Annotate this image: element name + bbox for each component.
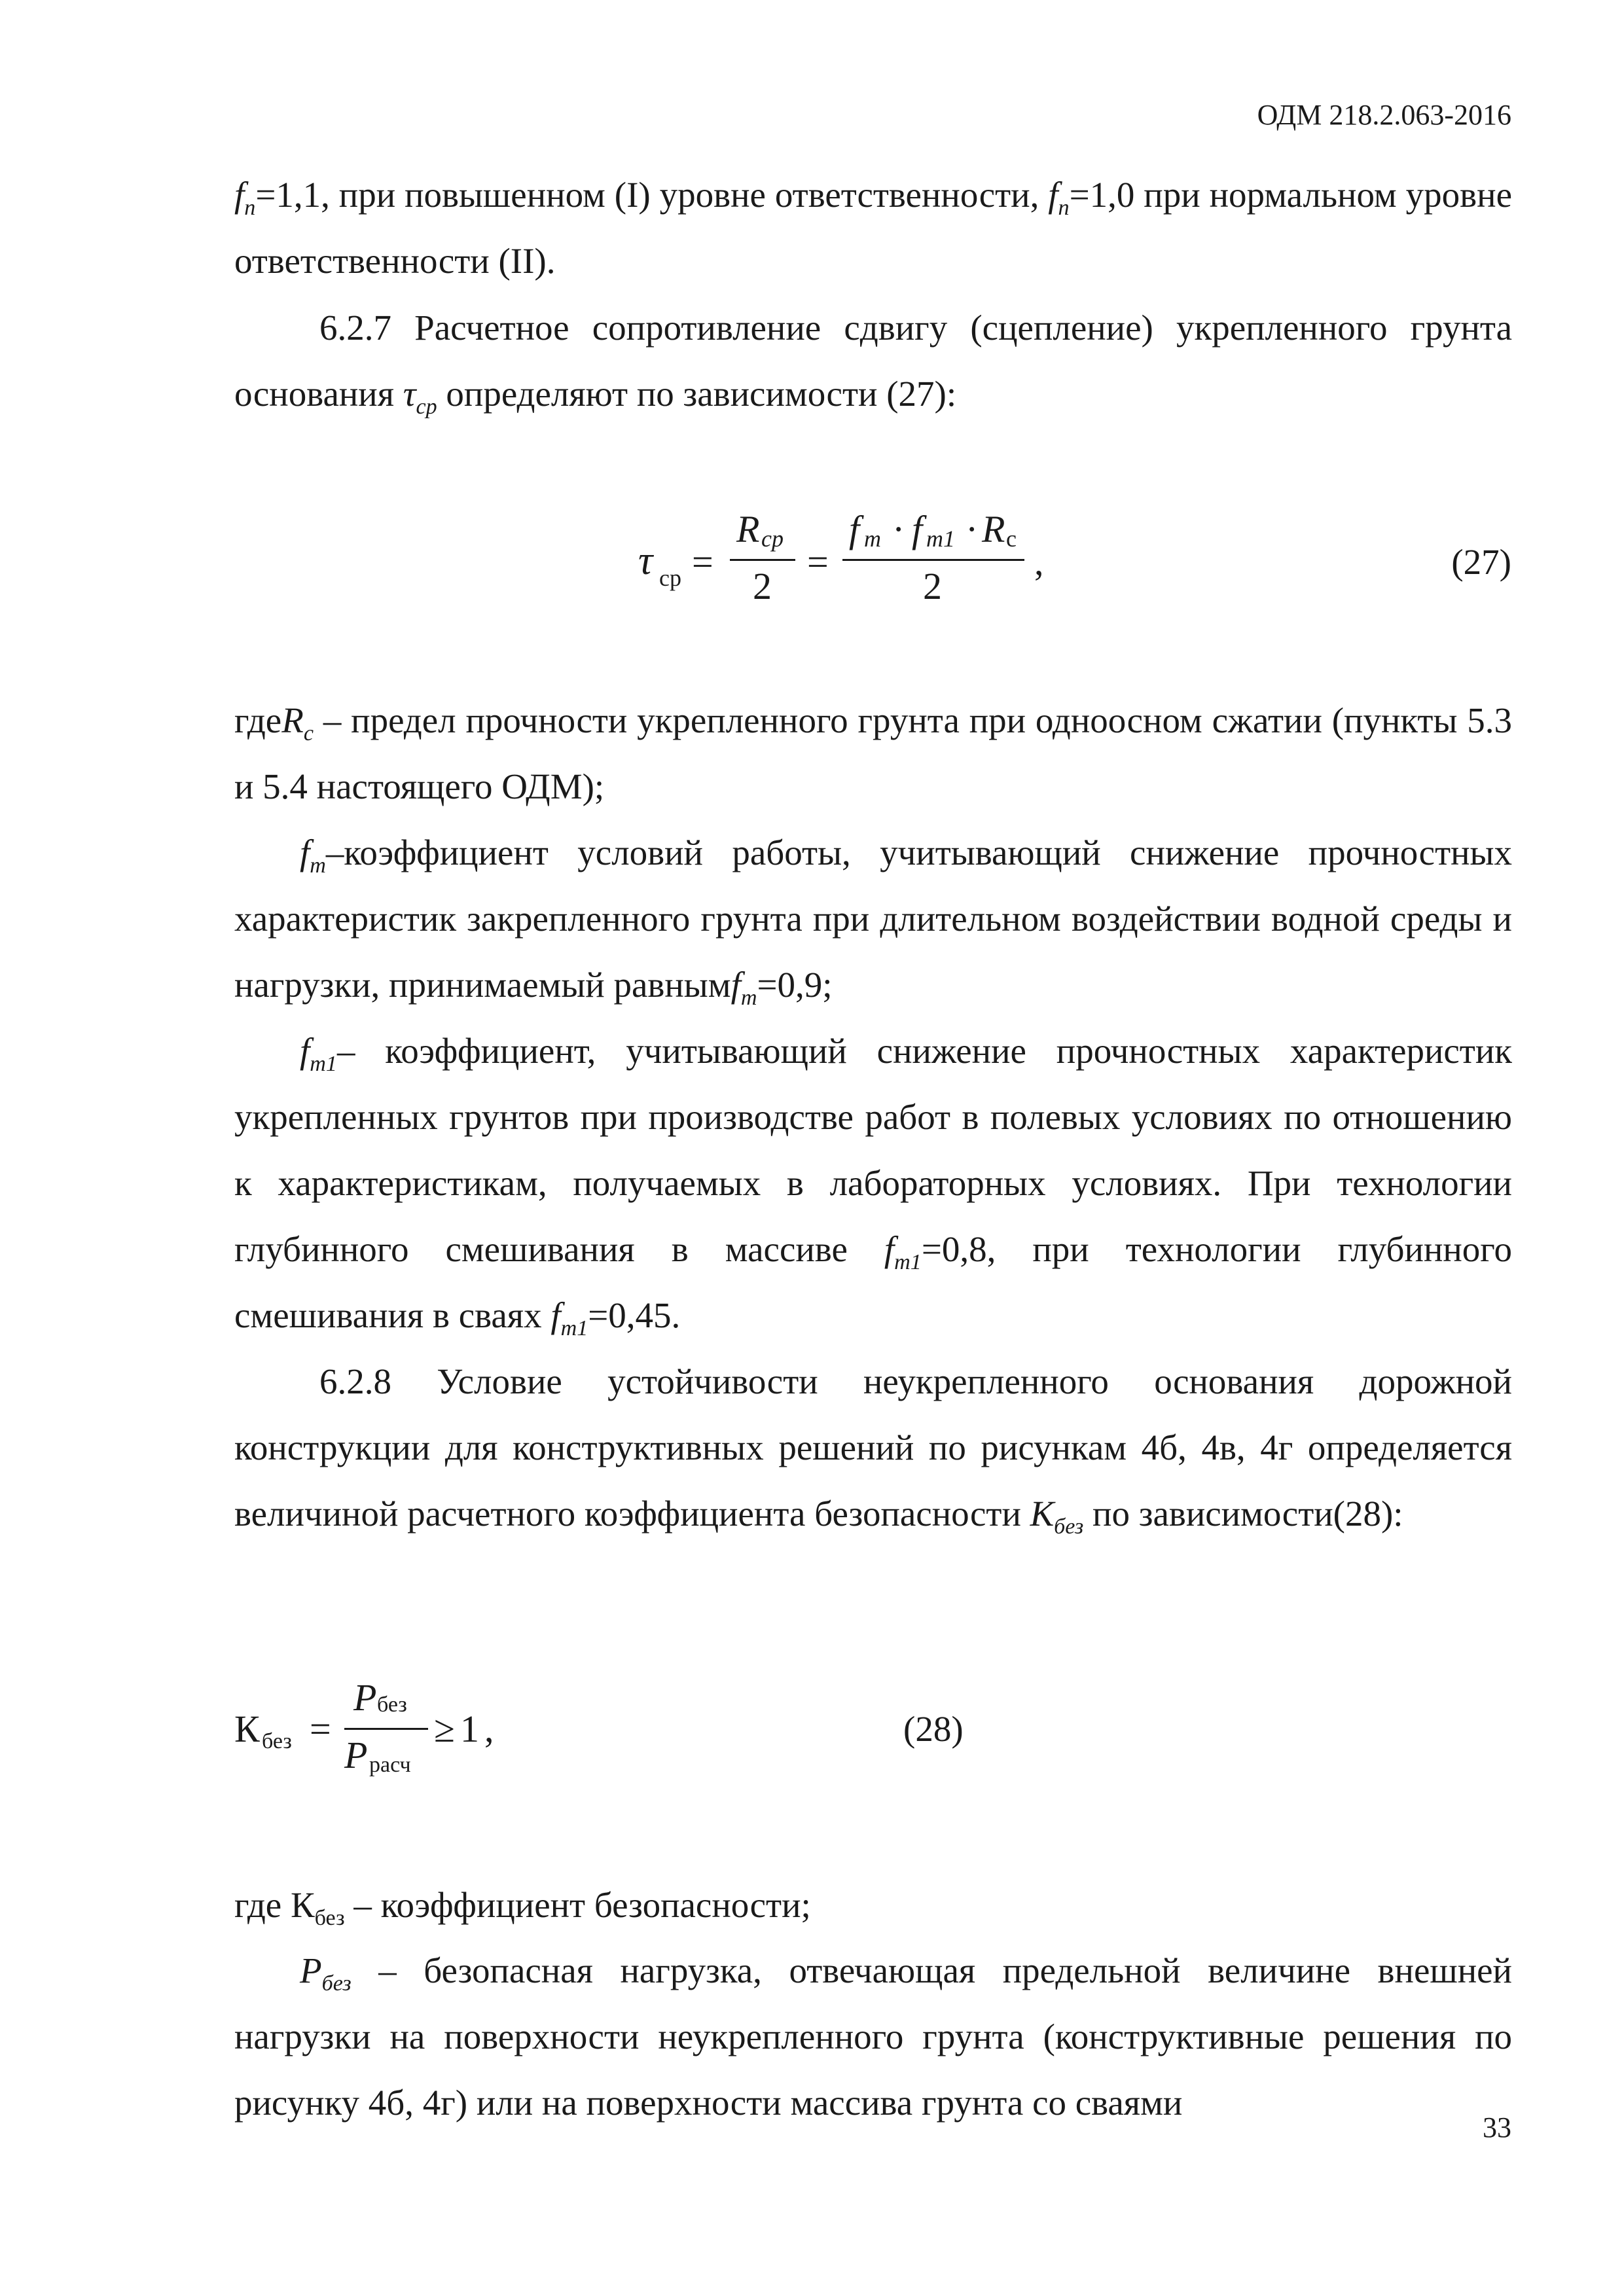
formula28-one: 1: [460, 1708, 479, 1750]
formula27-num2-f: f: [849, 508, 860, 550]
formula27-dot2: ·: [965, 508, 979, 550]
symbol-fn-2: f: [1048, 175, 1058, 215]
symbol-rc-sub: c: [303, 721, 314, 745]
formula27-comma: ,: [1034, 541, 1044, 583]
symbol-fm1-2-sub: m1: [894, 1250, 922, 1274]
para4-text2: =0,9;: [757, 965, 833, 1005]
formula27-num1: R: [736, 508, 760, 550]
symbol-fm-2-sub: m: [740, 986, 757, 1010]
symbol-fm-sub: m: [310, 853, 326, 878]
formula27-num2-f-sub: m: [864, 526, 881, 552]
symbol-kbez-2-sub: без: [314, 1906, 345, 1930]
paragraph-pbez-definition: [234, 1937, 1512, 2136]
formula27-lhs-sub: ср: [659, 565, 681, 591]
formula27-dot1: ·: [892, 508, 905, 550]
formula-28: [234, 1676, 693, 1793]
formula28-lhs: К: [234, 1708, 260, 1750]
paragraph-6-2-8: [234, 1348, 1512, 1547]
symbol-fm1-3: f: [550, 1295, 561, 1335]
formula27-num2-fm1: f: [912, 508, 923, 550]
paragraph-6-2-7: [234, 295, 1512, 427]
symbol-fn-sub: n: [244, 196, 256, 220]
paragraph-kbez-definition: [234, 1872, 1512, 1938]
paragraph-fm-definition: [234, 819, 1512, 1018]
formula28-lhs-sub: без: [262, 1729, 292, 1753]
formula28-den-sub: расч: [369, 1753, 411, 1777]
formula28-frac-bar: [344, 1728, 428, 1730]
symbol-kbez-2: К: [290, 1885, 315, 1925]
formula27-den2: 2: [923, 565, 942, 607]
formula28-num: P: [353, 1676, 377, 1719]
formula27-den1: 2: [753, 565, 772, 607]
symbol-tau: τ: [403, 374, 416, 414]
symbol-rc: R: [281, 700, 304, 740]
para3-text2: – предел прочности укрепленного грунта при одноосном сжатии (пункты 5.3 и 5.4 настоящего ОДМ);: [234, 700, 1512, 806]
symbol-pbez: P: [300, 1950, 322, 1990]
para1-text1: =1,1, при повышенном (I) уровне ответственности,: [255, 175, 1049, 215]
symbol-fm1-sub: m1: [310, 1052, 337, 1076]
paragraph-rc-definition: [234, 687, 1512, 819]
formula27-num2-rc: R: [982, 508, 1005, 550]
para4-text1: –коэффициент условий работы, учитывающий снижение прочностных характеристик закрепленного грунта при длительном воздействии водной среды и нагрузки, принимаемый равным: [234, 833, 1512, 1005]
para6-text1: 6.2.8 Условие устойчивости неукрепленного основания дорожной конструкции для конструктивных решений по рисункам 4б, 4в, 4г определяется величиной расчетного коэффициента безопасности: [234, 1361, 1512, 1534]
symbol-fm1-2: f: [884, 1229, 895, 1269]
symbol-pbez-sub: без: [321, 1971, 352, 1996]
para2-text1: 6.2.7 Расчетное сопротивление сдвигу (сцепление) укрепленного грунта основания: [234, 308, 1512, 414]
formula28-eq: =: [310, 1708, 331, 1750]
symbol-fm-2: f: [731, 965, 741, 1005]
para7-text2: – коэффициент безопасности;: [344, 1885, 811, 1925]
formula27-num1-sub: cp: [761, 526, 784, 552]
para2-text2: определяют по зависимости (27):: [437, 374, 957, 414]
formula-28-number: (28): [903, 1709, 964, 1749]
formula28-comma: ,: [484, 1708, 494, 1750]
formula27-num2-rc-sub: c: [1006, 526, 1017, 552]
para1-text2: =1,0 при нормальном уровне ответственности (II).: [234, 175, 1512, 281]
para6-text2: по зависимости(28):: [1083, 1494, 1403, 1534]
para5-text1: – коэффициент, учитывающий снижение прочностных характеристик укрепленных грунтов при производстве работ в полевых условиях по отношению к характеристикам, получаемых в лабораторных условиях. При технологии глубинного смешивания в массиве: [234, 1031, 1512, 1269]
formula27-eq2: =: [807, 541, 829, 583]
para8-text1: – безопасная нагрузка, отвечающая предельной величине внешней нагрузки на поверхности неукрепленного грунта (конструктивные решения по рисунку 4б, 4г) или на поверхности массива грунта со сваями: [234, 1950, 1512, 2123]
formula28-num-sub: без: [377, 1693, 407, 1717]
formula-27-number: (27): [1451, 542, 1511, 582]
para7-text1: где: [234, 1885, 291, 1925]
formula-27: [638, 504, 1096, 615]
paragraph-responsibility-coefficients: [234, 162, 1512, 294]
symbol-kbez: К: [1030, 1494, 1055, 1534]
symbol-fn-2-sub: n: [1058, 196, 1070, 220]
symbol-fm1: f: [300, 1031, 310, 1071]
formula27-frac-bar-1: [730, 559, 795, 561]
symbol-fn: f: [234, 175, 245, 215]
document-code-header: ОДМ 218.2.063-2016: [1257, 99, 1511, 131]
para3-text1: где: [234, 700, 282, 740]
formula27-eq1: =: [692, 541, 713, 583]
para5-text2: =0,8, при технологии глубинного смешивания в сваях: [234, 1229, 1512, 1335]
formula27-num2-fm1-sub: m1: [926, 526, 955, 552]
symbol-fm: f: [300, 833, 310, 872]
formula27-lhs: τ: [638, 539, 653, 583]
symbol-fm1-3-sub: m1: [560, 1316, 588, 1340]
para5-text3: =0,45.: [588, 1295, 681, 1335]
formula28-den: P: [344, 1734, 368, 1776]
symbol-tau-sub: cp: [416, 395, 437, 419]
paragraph-fm1-definition: [234, 1018, 1512, 1348]
page-number: 33: [1483, 2111, 1511, 2144]
formula28-ge: ≥: [434, 1708, 455, 1750]
symbol-kbez-sub: без: [1054, 1515, 1084, 1539]
formula27-frac-bar-2: [842, 559, 1024, 561]
